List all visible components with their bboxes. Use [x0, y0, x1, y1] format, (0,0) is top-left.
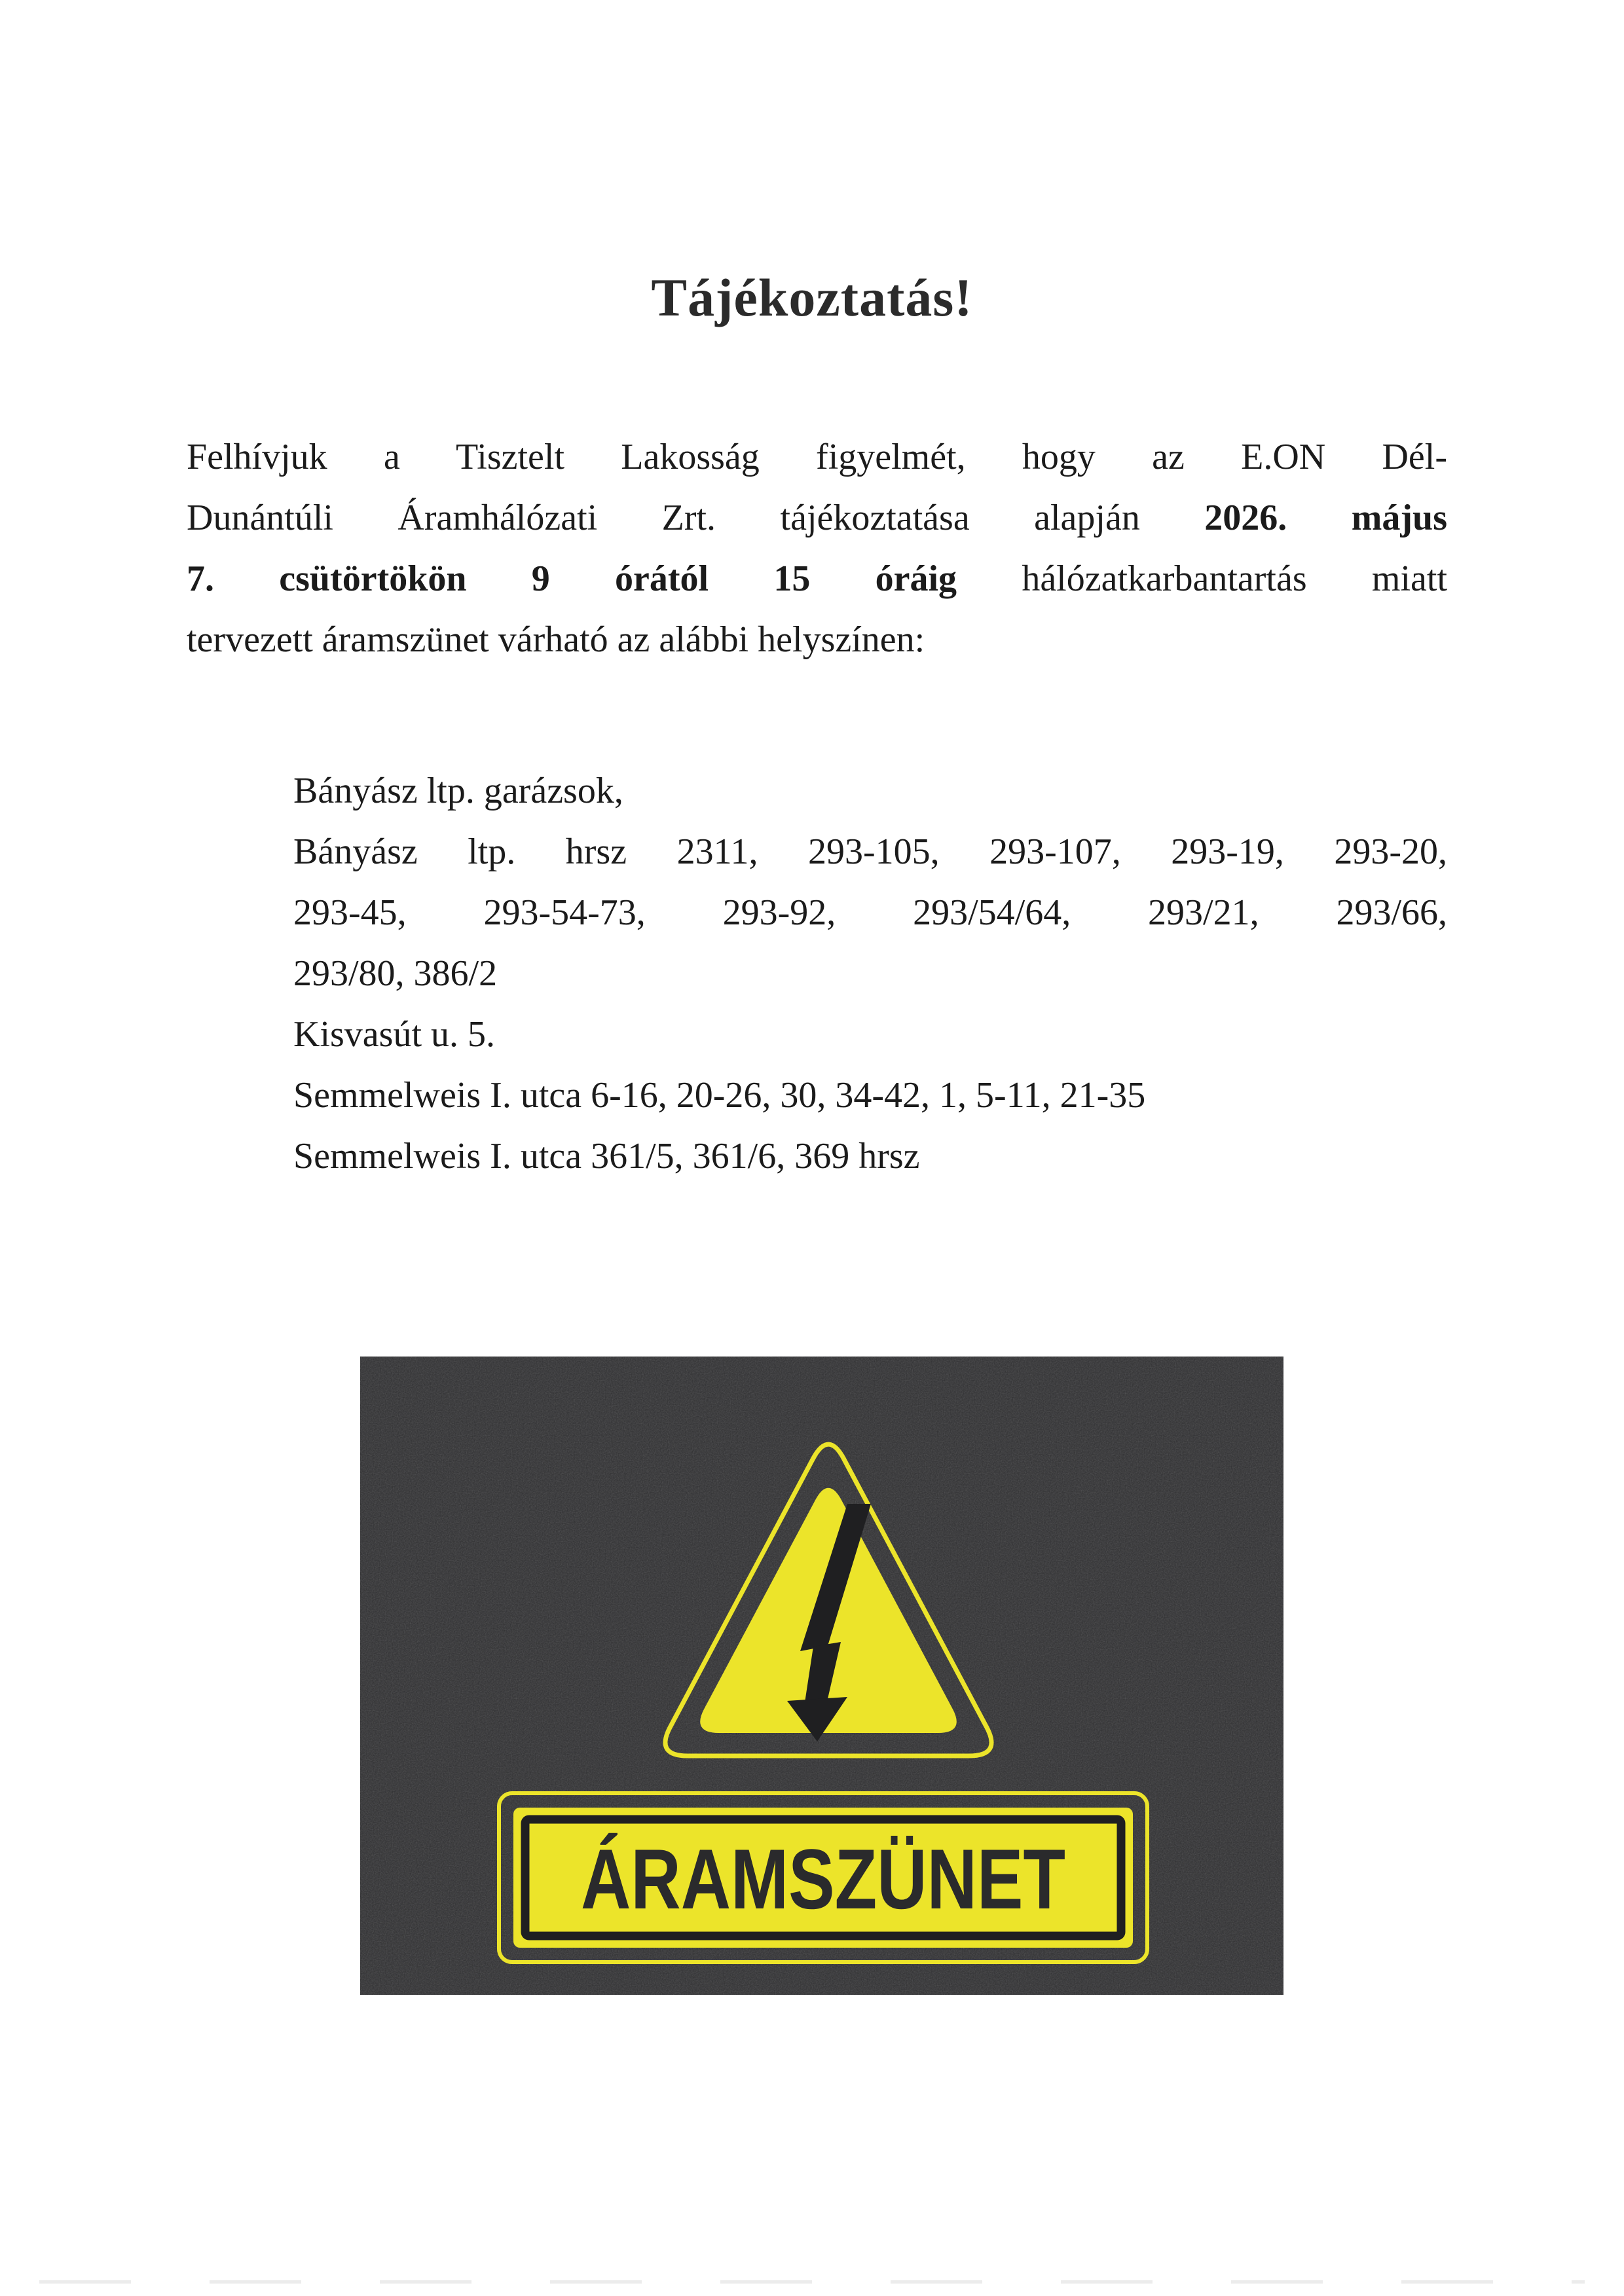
power-outage-sign-graphic	[360, 1357, 1283, 1995]
page-title: Tájékoztatás!	[651, 268, 973, 327]
power-outage-sign-image	[360, 1357, 1283, 1995]
highlight-time: 7. csütörtökön 9 órától 15 óráig	[187, 558, 957, 599]
location-list	[293, 761, 1447, 1187]
intro-line-2: Dunántúli Áramhálózati Zrt. tájékoztatása alapján 2026. május	[187, 498, 1447, 538]
location-line: Semmelweis I. utca 361/5, 361/6, 369 hrsz	[293, 1136, 920, 1176]
intro-line-4: tervezett áramszünet várható az alábbi helyszínen:	[187, 619, 925, 660]
location-line: 293-45, 293-54-73, 293-92, 293/54/64, 293/21, 293/66,	[293, 892, 1447, 933]
location-line: Kisvasút u. 5.	[293, 1014, 495, 1055]
location-line: Semmelweis I. utca 6-16, 20-26, 30, 34-42, 1, 5-11, 21-35	[293, 1075, 1146, 1116]
intro-line-1: Felhívjuk a Tisztelt Lakosság figyelmét, hogy az E.ON Dél-	[187, 437, 1447, 477]
location-line: Bányász ltp. hrsz 2311, 293-105, 293-107, 293-19, 293-20,	[293, 831, 1447, 872]
highlight-date: 2026. május	[1204, 498, 1447, 538]
location-line: Bányász ltp. garázsok,	[293, 771, 623, 811]
intro-paragraph	[187, 427, 1447, 670]
scan-artifact	[39, 2280, 1585, 2284]
location-line: 293/80, 386/2	[293, 953, 498, 994]
sign-label: ÁRAMSZÜNET	[581, 1831, 1065, 1927]
intro-line-3: 7. csütörtökön 9 órától 15 óráig hálózatkarbantartás miatt	[187, 558, 1448, 599]
